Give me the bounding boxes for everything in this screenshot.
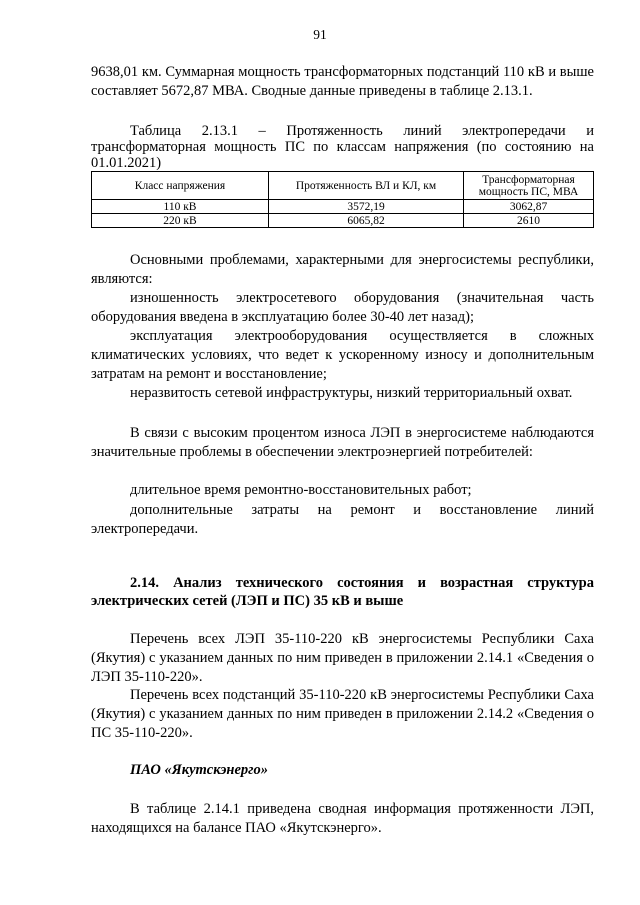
problems-intro: Основными проблемами, характерными для энергосистемы республики, являются:: [91, 252, 594, 287]
voltage-class-table: [91, 171, 594, 228]
table-row: [92, 214, 594, 228]
intro-paragraph: 9638,01 км. Суммарная мощность трансформаторных подстанций 110 кВ и выше составляет 5672,87 МВА. Сводные данные приведены в таблице 2.13.1.: [91, 64, 594, 99]
table-cell: 2610: [464, 214, 594, 228]
problem-item: эксплуатация электрооборудования осуществляется в сложных климатических условиях, что ведет к ускоренному износу и дополнительным затратам на ремонт и восстановление;: [91, 328, 594, 382]
wear-intro: В связи с высоким процентом износа ЛЭП в энергосистеме наблюдаются значительные проблемы в обеспечении электроэнергией потребителей:: [91, 425, 594, 460]
table-cell: 6065,82: [269, 214, 464, 228]
company-paragraph: В таблице 2.14.1 приведена сводная информация протяженности ЛЭП, находящихся на балансе ПАО «Якутскэнерго».: [91, 801, 594, 836]
table-cell: 3062,87: [464, 200, 594, 214]
table-header-cell: Класс напряжения: [92, 172, 269, 200]
lep-list-paragraph: Перечень всех ЛЭП 35-110-220 кВ энергосистемы Республики Саха (Якутия) с указанием данных по ним приведен в приложении 2.14.1 «Сведения о ЛЭП 35-110-220».: [91, 631, 594, 685]
problem-item: неразвитость сетевой инфраструктуры, низкий территориальный охват.: [130, 385, 573, 401]
table-cell: 220 кВ: [92, 214, 269, 228]
table-header-cell: Протяженность ВЛ и КЛ, км: [269, 172, 464, 200]
wear-item: дополнительные затраты на ремонт и восстановление линий электропередачи.: [91, 502, 594, 537]
table-header-row: [92, 172, 594, 200]
page-number: 91: [313, 27, 327, 42]
table-cell: 110 кВ: [92, 200, 269, 214]
problem-item: изношенность электросетевого оборудования (значительная часть оборудования введена в эксплуатацию более 30-40 лет назад);: [91, 290, 594, 325]
table-caption: Таблица 2.13.1 – Протяженность линий электропередачи и трансформаторная мощность ПС по классам напряжения (по состоянию на 01.01.2021): [91, 123, 594, 171]
table-row: [92, 200, 594, 214]
company-heading: ПАО «Якутскэнерго»: [130, 762, 268, 778]
section-heading: 2.14. Анализ технического состояния и возрастная структура электрических сетей (ЛЭП и ПС) 35 кВ и выше: [91, 575, 594, 609]
table-cell: 3572,19: [269, 200, 464, 214]
ps-list-paragraph: Перечень всех подстанций 35-110-220 кВ энергосистемы Республики Саха (Якутия) с указанием данных по ним приведен в приложении 2.14.2 «Сведения о ПС 35-110-220».: [91, 687, 594, 741]
wear-item: длительное время ремонтно-восстановительных работ;: [130, 482, 472, 498]
table-header-cell: Трансформаторная мощность ПС, МВА: [464, 172, 594, 200]
